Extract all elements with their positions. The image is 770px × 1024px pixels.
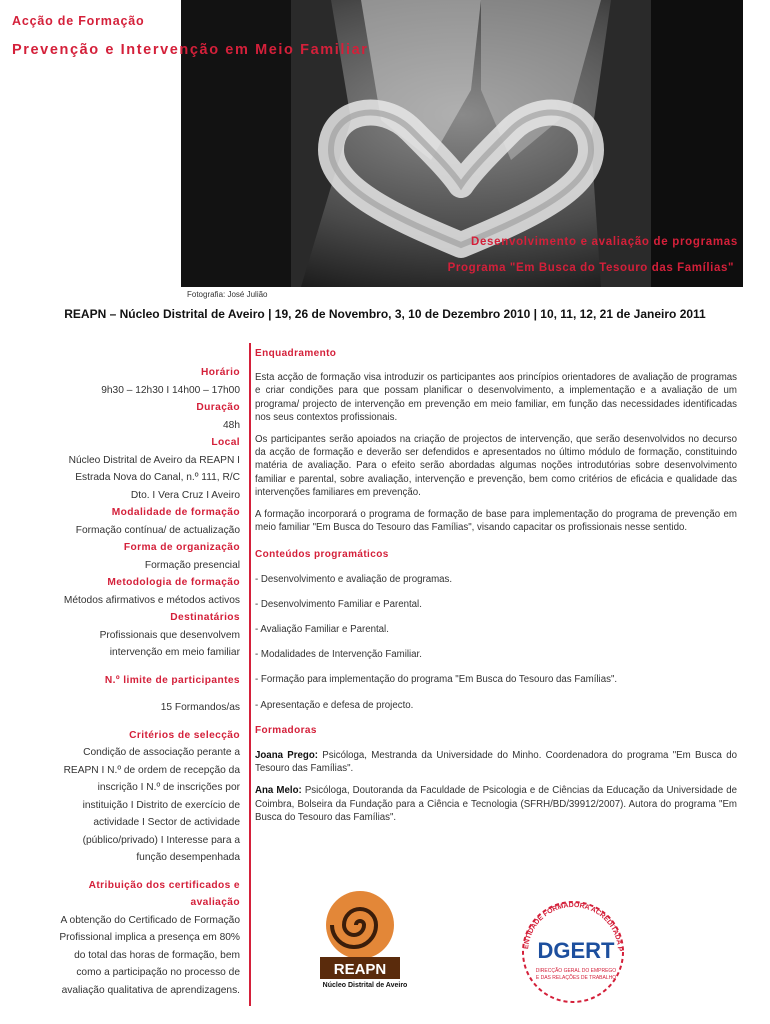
destinatarios-title: Destinatários bbox=[170, 612, 240, 623]
formadora-joana-name: Joana Prego: bbox=[255, 750, 318, 762]
criterios-line: inscrição I N.º de inscrições por bbox=[97, 782, 240, 793]
local-line: Núcleo Distrital de Aveiro da REAPN I bbox=[68, 454, 240, 466]
course-type: Acção de Formação bbox=[12, 14, 145, 28]
photo-credit: Fotografia: José Julião bbox=[187, 290, 268, 299]
dgert-sub-2: E DAS RELAÇÕES DE TRABALHO bbox=[535, 975, 617, 981]
local-title: Local bbox=[211, 437, 240, 448]
horario-value: 9h30 – 12h30 I 14h00 – 17h00 bbox=[101, 384, 240, 396]
conteudo-item: - Apresentação e defesa de projecto. bbox=[255, 699, 414, 711]
info-bar: REAPN – Núcleo Distrital de Aveiro | 19, 26 de Novembro, 3, 10 de Dezembro 2010 | 10, 11, 12, 21 de Janeiro 2011 bbox=[64, 307, 706, 321]
reapn-caption: Núcleo Distrital de Aveiro bbox=[322, 982, 408, 989]
criterios-line: instituição I Distrito de exercício de bbox=[82, 799, 240, 811]
conteudo-item: - Modalidades de Intervenção Familiar. bbox=[255, 649, 422, 661]
metodologia-value: Métodos afirmativos e métodos activos bbox=[63, 594, 240, 606]
overlay-program-name: Programa "Em Busca do Tesouro das Famílias" bbox=[447, 262, 734, 274]
duracao-value: 48h bbox=[223, 419, 240, 431]
enquadramento-title: Enquadramento bbox=[255, 348, 337, 359]
certificados-title: Atribuição dos certificados e bbox=[88, 879, 240, 891]
dgert-logo-text: DGERT bbox=[537, 938, 615, 963]
horario-title: Horário bbox=[200, 367, 240, 378]
certificados-title-cont: avaliação bbox=[190, 897, 240, 908]
conteudo-item: - Desenvolvimento e avaliação de programas. bbox=[255, 573, 453, 585]
criterios-line: REAPN I N.º de ordem de recepção da bbox=[63, 764, 240, 776]
formadora-ana-bio: Psicóloga, Doutoranda da Faculdade de Psicologia e de Ciências da Educação da Universidade de Coimbra, Bolseira da Fundação para a Ciência e Tecnologia (SFRH/BD/39912/2007). Autora do programa "Em Busca do Tesouro das Famílias". bbox=[255, 785, 737, 823]
criterios-line: actividade I Sector de actividade bbox=[93, 817, 240, 828]
reapn-logo-text: REAPN bbox=[333, 961, 387, 978]
conteudo-item: - Desenvolvimento Familiar e Parental. bbox=[255, 598, 422, 610]
certificados-line: A obtenção do Certificado de Formação bbox=[60, 914, 240, 926]
formadora-ana bbox=[255, 784, 737, 824]
certificados-line: Profissional implica a presença em 80% bbox=[59, 932, 240, 943]
conteudo-item: - Avaliação Familiar e Parental. bbox=[255, 624, 389, 636]
organizacao-title: Forma de organização bbox=[123, 542, 240, 553]
overlay-subtitle: Desenvolvimento e avaliação de programas bbox=[470, 236, 738, 248]
formadora-ana-name: Ana Melo: bbox=[255, 785, 302, 797]
dgert-arc-text: ENTIDADE FORMADORA ACREDITADA P bbox=[523, 901, 624, 952]
modalidade-value: Formação contínua/ de actualização bbox=[75, 524, 240, 536]
dgert-logo bbox=[508, 892, 638, 1012]
organizacao-value: Formação presencial bbox=[144, 559, 240, 571]
main-content bbox=[255, 347, 737, 824]
certificados-line: como a participação no processo de bbox=[76, 967, 240, 978]
limite-value: 15 Formandos/as bbox=[160, 702, 240, 713]
modalidade-title: Modalidade de formação bbox=[111, 507, 240, 518]
course-title: Prevenção e Intervenção em Meio Familiar bbox=[12, 42, 369, 58]
certificados-line: avaliação qualitativa de aprendizagens. bbox=[61, 984, 240, 996]
conteudo-item: - Formação para implementação do programa "Em Busca do Tesouro das Famílias". bbox=[255, 674, 618, 686]
destinatarios-line: intervenção em meio familiar bbox=[109, 647, 240, 658]
limite-title: N.º limite de participantes bbox=[104, 674, 240, 686]
metodologia-title: Metodologia de formação bbox=[107, 577, 240, 588]
criterios-line: função desempenhada bbox=[136, 852, 240, 863]
criterios-line: (público/privado) I Interesse para a bbox=[82, 834, 240, 846]
duracao-title: Duração bbox=[196, 402, 240, 413]
column-divider bbox=[249, 343, 251, 1006]
formadora-joana bbox=[255, 749, 737, 775]
conteudos-title: Conteúdos programáticos bbox=[255, 549, 389, 561]
enquadramento-paragraph: A formação incorporará o programa de formação de base para implementação do programa de prevenção em meio familiar "Em Busca do Tesouro das Famílias", visando capacitar os profissionais nesse sentido. bbox=[255, 509, 737, 534]
destinatarios-line: Profissionais que desenvolvem bbox=[99, 629, 240, 641]
enquadramento-paragraph: Os participantes serão apoiados na criação de projectos de intervenção, que serão desenvolvidos no decurso da acção de formação e deverão ser defendidos e apresentados no último módulo de formação, constituindo matéria de avaliação. Para o efeito serão abordadas algumas noções introdutórias sobre desenvolvimento familiar e parental, sobre avaliação, intervenção e prevenção, bem como critérios de eficácia e qualidade das intervenções familiares em prevenção. bbox=[255, 434, 737, 498]
dgert-sub-1: DIRECÇÃO GERAL DO EMPREGO bbox=[535, 968, 617, 974]
criterios-line: Condição de associação perante a bbox=[83, 747, 240, 758]
reapn-logo bbox=[305, 885, 415, 995]
formadora-joana-bio: Psicóloga, Mestranda da Universidade do Minho. Coordenadora do programa "Em Busca do Tesouro das Famílias". bbox=[255, 750, 737, 775]
criterios-title: Critérios de selecção bbox=[129, 729, 240, 741]
local-line: Dto. I Vera Cruz I Aveiro bbox=[130, 489, 240, 501]
formadoras-title: Formadoras bbox=[255, 724, 317, 736]
enquadramento-paragraph: Esta acção de formação visa introduzir os participantes aos princípios orientadores de avaliação de programas e criar condições para que possam planificar o desenvolvimento, a implementação e a avaliação de um programa/ projecto de intervenção em prevenção em meio familiar, em função das necessidades identificadas nos seus contextos profissionais. bbox=[255, 372, 737, 423]
local-line: Estrada Nova do Canal, n.º 111, R/C bbox=[75, 472, 240, 483]
sidebar bbox=[30, 347, 240, 999]
certificados-line: do total das horas de formação, bem bbox=[74, 949, 240, 961]
